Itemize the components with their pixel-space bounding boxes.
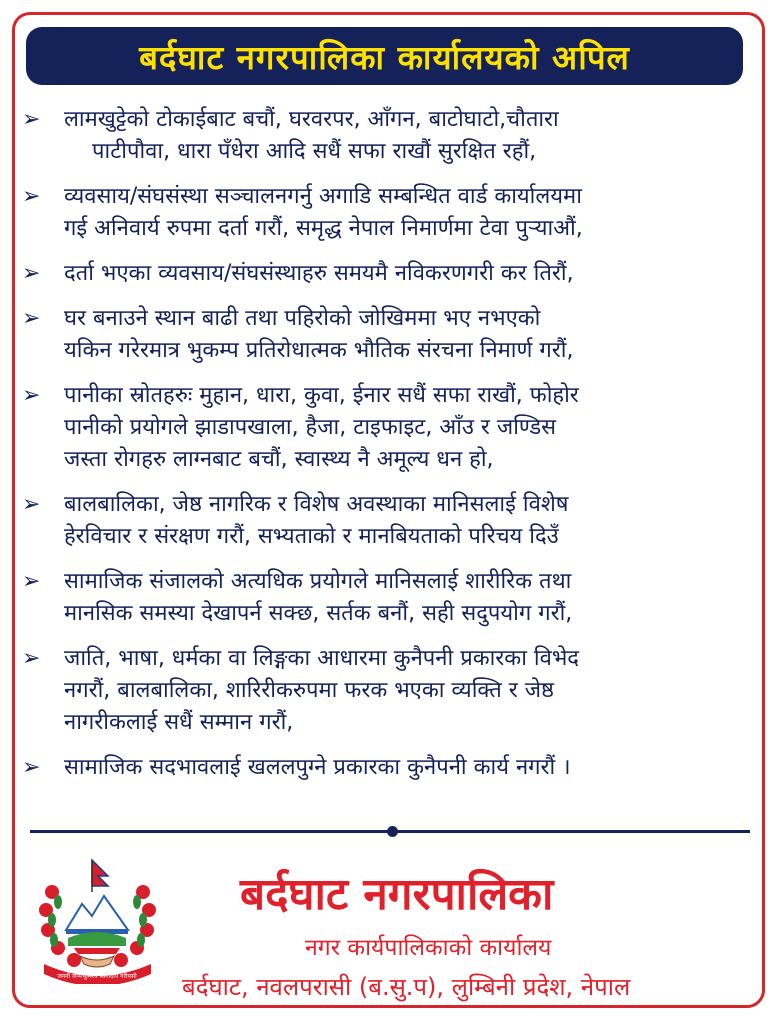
arrow-bullet-icon: ➢ (22, 569, 41, 594)
appeal-item (22, 380, 752, 476)
appeal-text-line: सामाजिक संजालको अत्यधिक प्रयोगले मानिसलाई शारीरिक तथा (64, 569, 572, 594)
appeal-text-line: लामखुट्टेको टोकाईबाट बचौं, घरवरपर, आँगन, बाटोघाटो,चौतारा (64, 107, 559, 132)
appeal-text-line: जाति, भाषा, धर्मका वा लिङ्गका आधारमा कुनैपनी प्रकारका विभेद (64, 646, 579, 671)
appeal-item (22, 566, 752, 630)
appeal-list (22, 104, 752, 797)
appeal-text-line: जस्ता रोगहरु लाग्नबाट बचौं, स्वास्थ्य नै अमूल्य धन हो, (64, 447, 494, 472)
arrow-bullet-icon: ➢ (22, 383, 41, 408)
appeal-item (22, 258, 752, 290)
appeal-text-line: पानीका स्रोतहरुः मुहान, धारा, कुवा, ईनार सधैं सफा राखौं, फोहोर (64, 383, 579, 408)
appeal-text-line: यकिन गरेरमात्र भुकम्प प्रतिरोधात्मक भौतिक संरचना निमार्ण गरौं, (64, 338, 574, 363)
appeal-item (22, 303, 752, 367)
appeal-item (22, 181, 752, 245)
arrow-bullet-icon: ➢ (22, 261, 41, 286)
appeal-text-line: दर्ता भएका व्यवसाय/संघसंस्थाहरु समयमै नविकरणगरी कर तिरौं, (64, 261, 574, 286)
arrow-bullet-icon: ➢ (22, 107, 41, 132)
appeal-text-line: घर बनाउने स्थान बाढी तथा पहिरोको जोखिममा भए नभएको (64, 306, 541, 331)
appeal-text-line: नागरीकलाई सधैं सम्मान गरौं, (64, 710, 294, 735)
nepal-emblem-icon (30, 852, 165, 984)
appeal-text-line: हेरविचार र संरक्षण गरौं, सभ्यताको र मानबियताको परिचय दिउँ (64, 524, 559, 549)
arrow-bullet-icon: ➢ (22, 184, 41, 209)
appeal-item (22, 752, 752, 784)
arrow-bullet-icon: ➢ (22, 492, 41, 517)
appeal-text-line: व्यवसाय/संघसंस्था सञ्चालनगर्नु अगाडि सम्बन्धित वार्ड कार्यालयमा (64, 184, 582, 209)
page-title: बर्दघाट नगरपालिका कार्यालयको अपिल (139, 37, 630, 77)
appeal-text-line: गई अनिवार्य रुपमा दर्ता गरौं, समृद्ध नेपाल निमार्णमा टेवा पुऱ्याऔं, (64, 216, 583, 241)
appeal-text-line: पानीको प्रयोगले झाडापखाला, हैजा, टाइफाइट, आँउ र जण्डिस (64, 415, 557, 440)
divider-dot (387, 826, 398, 837)
municipality-name: बर्दघाट नगरपालिका (240, 869, 554, 920)
office-address: बर्दघाट, नवलपरासी (ब.सु.प), लुम्बिनी प्रदेश, नेपाल (182, 973, 631, 1001)
appeal-text-line: बालबालिका, जेष्ठ नागरिक र विशेष अवस्थाका मानिसलाई विशेष (64, 492, 569, 517)
appeal-text-line: नगरौं, बालबालिका, शारिरीकरुपमा फरक भएका व्यक्ति र जेष्ठ (64, 678, 555, 703)
appeal-item (22, 104, 752, 168)
office-name: नगर कार्यपालिकाको कार्यालय (305, 935, 552, 961)
arrow-bullet-icon: ➢ (22, 306, 41, 331)
appeal-text-line: मानसिक समस्या देखापर्न सक्छ, सर्तक बनौं, सही सदुपयोग गरौं, (64, 601, 573, 626)
appeal-item (22, 643, 752, 739)
emblem-motto: जननी जन्मभूमिश्च स्वर्गादपि गरीयसी (57, 973, 137, 980)
title-banner (26, 27, 743, 85)
arrow-bullet-icon: ➢ (22, 646, 41, 671)
appeal-item (22, 489, 752, 553)
appeal-text-line: पाटीपौवा, धारा पँधेरा आदि सधैं सफा राखौं सुरक्षित रहौं, (92, 139, 537, 164)
arrow-bullet-icon: ➢ (22, 755, 41, 780)
appeal-text-line: सामाजिक सदभावलाई खललपुग्ने प्रकारका कुनैपनी कार्य नगरौं । (64, 755, 571, 780)
